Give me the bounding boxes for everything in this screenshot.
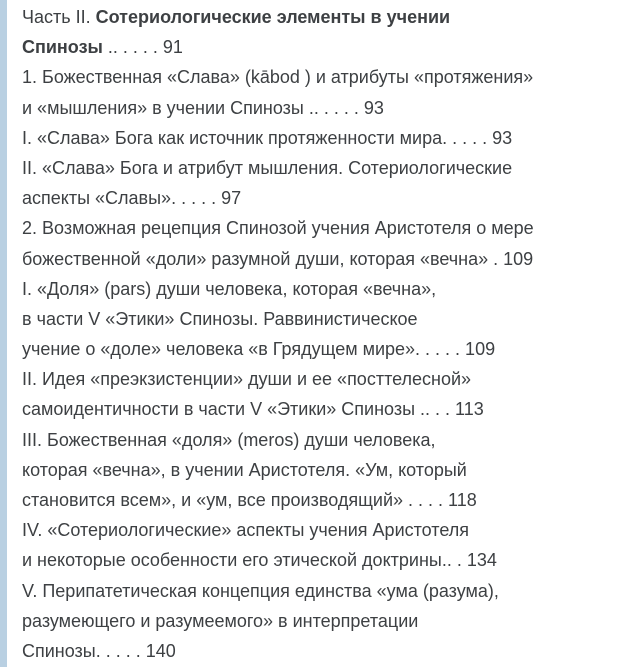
toc-line-text: I. «Слава» Бога как источник протяженности мира. . . . . 93 [22, 127, 513, 148]
toc-line [22, 636, 614, 666]
part-title-continued: Спинозы [22, 37, 103, 58]
toc-line [22, 455, 614, 485]
toc-line-text: 1. Божественная «Слава» (kābod ) и атрибуты «протяжения» [22, 67, 534, 88]
toc-line-text: аспекты «Славы». . . . . 97 [22, 188, 242, 209]
toc-line-text: III. Божественная «доля» (meros) души человека, [22, 429, 436, 450]
part-label: Часть II. [22, 7, 96, 27]
toc-line-text: учение о «доле» человека «в Грядущем мире». . . . . 109 [22, 339, 496, 360]
toc-line [22, 394, 614, 424]
toc-line [22, 93, 614, 123]
toc-line-text: V. Перипатетическая концепция единства «ума (разума), [22, 580, 499, 601]
toc-line-text: которая «вечна», в учении Аристотеля. «Ум, который [22, 459, 467, 480]
toc-line [22, 334, 614, 364]
toc-line [22, 153, 614, 183]
toc-line-text: и некоторые особенности его этической доктрины.. . 134 [22, 550, 497, 571]
toc-line-text: разумеющего и разумеемого» в интерпретации [22, 610, 419, 631]
toc-line-text: II. Идея «преэкзистенции» души и ее «посттелесной» [22, 369, 472, 390]
toc-line-text: 2. Возможная рецепция Спинозой учения Аристотеля о мере [22, 218, 534, 239]
toc-line [22, 62, 614, 92]
toc-line-text: в части V «Этики» Спинозы. Раввинистическое [22, 308, 418, 329]
toc-line-text: и «мышления» в учении Спинозы .. . . . . 93 [22, 97, 384, 118]
toc-line-text: божественной «доли» разумной души, которая «вечна» . 109 [22, 248, 534, 269]
toc-line [22, 485, 614, 515]
toc-line-text: самоидентичности в части V «Этики» Спинозы .. . . 113 [22, 399, 484, 420]
toc-part-heading-line-1 [22, 2, 614, 32]
toc-line [22, 606, 614, 636]
toc-line [22, 274, 614, 304]
toc-line [22, 576, 614, 606]
toc-line [22, 123, 614, 153]
toc-line-text: становится всем», и «ум, все производящий» . . . . 118 [22, 490, 477, 510]
toc-line [22, 183, 614, 213]
toc-line [22, 545, 614, 575]
toc-line [22, 304, 614, 334]
toc-line [22, 213, 614, 243]
toc-line-text: IV. «Сотериологические» аспекты учения Аристотеля [22, 520, 469, 541]
toc-line [22, 364, 614, 394]
part-page-leader: .. . . . . 91 [102, 37, 183, 58]
toc-line-text: Спинозы. . . . . 140 [22, 640, 176, 661]
toc-line-text: II. «Слава» Бога и атрибут мышления. Сотериологические [22, 157, 513, 178]
toc-line [22, 515, 614, 545]
toc-part-heading-line-2 [22, 32, 614, 62]
toc-line [22, 244, 614, 274]
toc-line [22, 425, 614, 455]
toc-line-text: I. «Доля» (pars) души человека, которая «вечна», [22, 278, 437, 299]
part-title: Сотериологические элементы в учении [95, 7, 451, 27]
